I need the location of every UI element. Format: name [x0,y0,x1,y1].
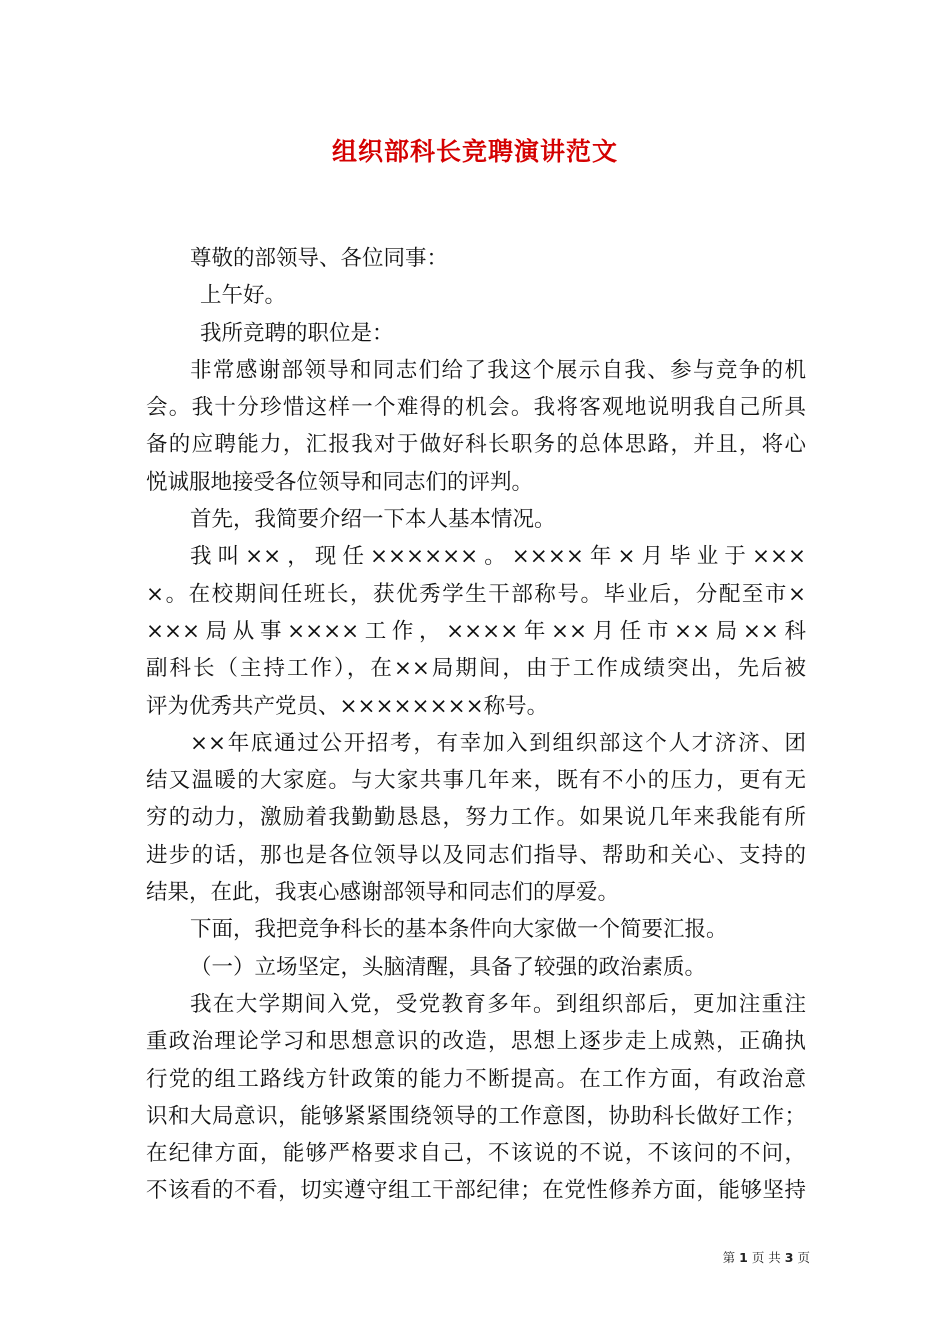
body-line: 下面，我把竞争科长的基本条件向大家做一个简要汇报。 [190,917,728,943]
body-line: 行党的组工路线方针政策的能力不断提高。在工作方面，有政治意 [146,1066,806,1092]
document-title: 组织部科长竞聘演讲范文 [331,137,618,166]
body-line: 副科长（主持工作），在××局期间，由于工作成绩突出，先后被 [146,656,806,682]
body-line: 不该看的不看，切实遵守组工干部纪律；在党性修养方面，能够坚持 [146,1178,806,1204]
body-line: 在纪律方面，能够严格要求自己，不该说的不说，不该问的不问， [146,1141,806,1167]
body-line: 会。我十分珍惜这样一个难得的机会。我将客观地说明我自己所具 [146,395,806,421]
body-line: 备的应聘能力，汇报我对于做好科长职务的总体思路，并且，将心 [146,432,806,458]
body-line: 我叫××，现任××××××。××××年×月毕业于××× [190,544,806,570]
body-line: 上午好。 [200,283,287,309]
body-line: ×。在校期间任班长，获优秀学生干部称号。毕业后，分配至市× [146,581,806,607]
page-footer [700,1248,810,1266]
footer-prefix: 第 [722,1250,736,1265]
body-line: 悦诚服地接受各位领导和同志们的评判。 [146,469,534,495]
body-line: 评为优秀共产党员、××××××××称号。 [146,693,549,719]
body-line: 结又温暖的大家庭。与大家共事几年来，既有不小的压力，更有无 [146,768,806,794]
body-line: 首先，我简要介绍一下本人基本情况。 [190,507,556,533]
document-body [146,240,806,1210]
footer-total-pages: 3 [784,1250,794,1265]
body-line: 尊敬的部领导、各位同事： [190,246,449,271]
footer-middle: 页 共 [751,1250,781,1265]
footer-suffix: 页 [797,1250,810,1265]
body-line: （一）立场坚定，头脑清醒，具备了较强的政治素质。 [190,954,707,980]
body-line: 我所竞聘的职位是： [200,320,394,346]
body-line: 重政治理论学习和思想意识的改造，思想上逐步走上成熟，正确执 [146,1029,806,1055]
body-line: 非常感谢部领导和同志们给了我这个展示自我、参与竞争的机 [190,357,806,383]
footer-page-number: 1 [739,1250,748,1265]
body-line: 进步的话，那也是各位领导以及同志们指导、帮助和关心、支持的 [146,842,806,868]
body-line: ×××局从事××××工作，××××年××月任市××局××科 [146,618,806,644]
body-line: ××年底通过公开招考，有幸加入到组织部这个人才济济、团 [190,730,806,756]
body-line: 穷的动力，激励着我勤勤恳恳，努力工作。如果说几年来我能有所 [146,805,806,831]
body-line: 识和大局意识，能够紧紧围绕领导的工作意图，协助科长做好工作； [146,1103,806,1129]
body-line: 结果，在此，我衷心感谢部领导和同志们的厚爱。 [146,880,620,906]
body-line: 我在大学期间入党，受党教育多年。到组织部后，更加注重注 [190,991,806,1017]
